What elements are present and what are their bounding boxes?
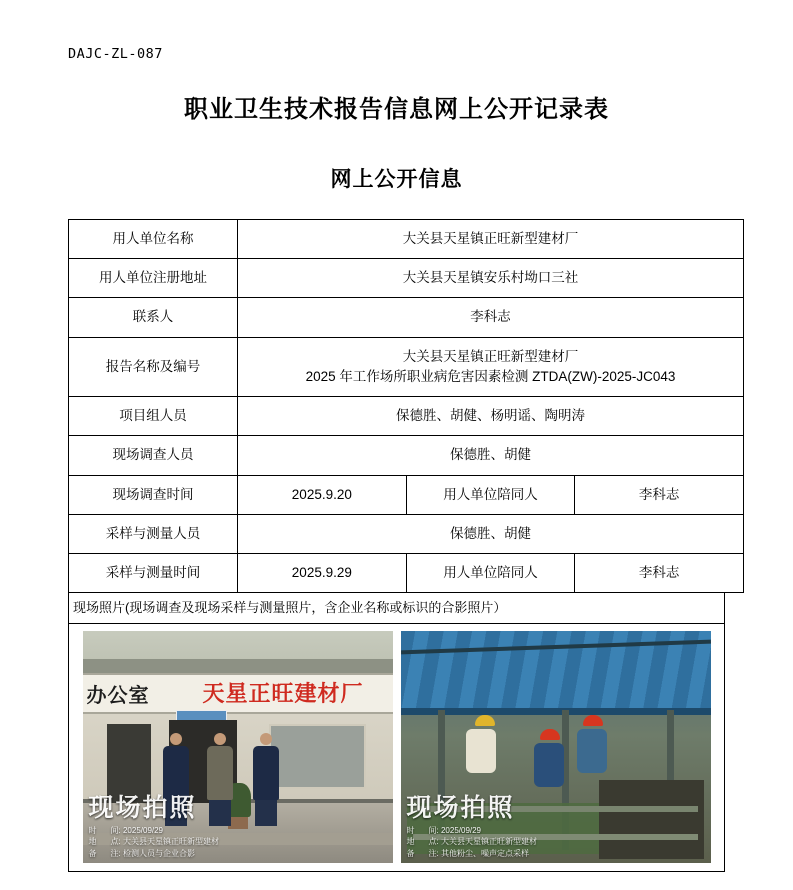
page-subtitle: 网上公开信息 bbox=[330, 167, 463, 191]
row-label: 采样与测量人员 bbox=[69, 514, 238, 553]
report-name-line2: 2025 年工作场所职业病危害因素检测 ZTDA(ZW)-2025-JC043 bbox=[305, 368, 676, 384]
watermark-key: 备 bbox=[406, 848, 415, 858]
watermark-value: 大关县天星镇正旺新型建材 bbox=[122, 837, 219, 847]
row-value: 保德胜、胡健 bbox=[238, 436, 744, 475]
watermark-sep: 注: bbox=[110, 848, 121, 858]
photo2-helmet-red-1 bbox=[540, 729, 560, 740]
photo-section-header: 现场照片(现场调查及现场采样与测量照片，含企业名称或标识的合影照片） bbox=[68, 593, 725, 624]
row-label: 用人单位名称 bbox=[69, 219, 238, 258]
watermark-lines bbox=[407, 825, 711, 860]
watermark-line bbox=[407, 836, 711, 848]
row-value: 2025.9.20 bbox=[238, 475, 407, 514]
person-body bbox=[163, 746, 189, 800]
row-value: 李科志 bbox=[238, 298, 744, 337]
watermark-key: 时 bbox=[406, 825, 415, 835]
table-row bbox=[69, 436, 744, 475]
person-head bbox=[214, 733, 226, 745]
watermark-value: 大关县天星镇正旺新型建材 bbox=[440, 837, 537, 847]
watermark-title: 现场拍照 bbox=[88, 794, 197, 823]
table-row bbox=[69, 298, 744, 337]
report-name-line1: 大关县天星镇正旺新型建材厂 bbox=[402, 348, 579, 364]
watermark-line bbox=[407, 825, 711, 837]
watermark-title: 现场拍照 bbox=[406, 794, 515, 823]
person-head bbox=[260, 733, 272, 745]
watermark-sep: 间: bbox=[428, 825, 439, 835]
page-title: 职业卫生技术报告信息网上公开记录表 bbox=[184, 96, 609, 123]
row-label: 现场调查时间 bbox=[69, 475, 238, 514]
row-label: 联系人 bbox=[69, 298, 238, 337]
row-label: 采样与测量时间 bbox=[69, 554, 238, 593]
photo2-helmet-yellow bbox=[475, 715, 495, 726]
site-photo-office bbox=[83, 631, 393, 863]
photo-row bbox=[68, 624, 725, 872]
table-row bbox=[69, 475, 744, 514]
watermark-key: 地 bbox=[406, 837, 415, 847]
watermark-line bbox=[89, 825, 393, 837]
watermark-line bbox=[89, 848, 393, 860]
photo1-sign-left-text: 办公室 bbox=[86, 685, 150, 708]
photo2-worker-right bbox=[577, 729, 607, 773]
photo2-watermark bbox=[401, 795, 711, 863]
row-value: 大关县天星镇安乐村坳口三社 bbox=[238, 259, 744, 298]
person-head bbox=[170, 733, 182, 745]
person-body bbox=[207, 746, 233, 800]
table-row bbox=[69, 337, 744, 397]
watermark-key: 备 bbox=[88, 848, 97, 858]
photo1-roof-band bbox=[83, 659, 393, 673]
row-right-value: 李科志 bbox=[575, 554, 744, 593]
watermark-sep: 间: bbox=[110, 825, 121, 835]
watermark-line bbox=[407, 848, 711, 860]
document-code: DAJC-ZL-087 bbox=[68, 46, 163, 62]
watermark-value: 2025/09/29 bbox=[122, 825, 164, 835]
site-photo-sampling bbox=[401, 631, 711, 863]
table-row bbox=[69, 397, 744, 436]
info-table bbox=[68, 219, 744, 594]
watermark-sep: 点: bbox=[428, 837, 439, 847]
row-right-value: 李科志 bbox=[575, 475, 744, 514]
row-label: 用人单位注册地址 bbox=[69, 259, 238, 298]
row-value: 大关县天星镇正旺新型建材厂 bbox=[238, 219, 744, 258]
row-label: 现场调查人员 bbox=[69, 436, 238, 475]
row-value: 保德胜、胡健 bbox=[238, 514, 744, 553]
table-row bbox=[69, 219, 744, 258]
watermark-sep: 点: bbox=[110, 837, 121, 847]
table-row bbox=[69, 514, 744, 553]
row-value: 保德胜、胡健、杨明谣、陶明涛 bbox=[238, 397, 744, 436]
watermark-sep: 注: bbox=[428, 848, 439, 858]
row-mid-label: 用人单位陪同人 bbox=[406, 554, 575, 593]
person-body bbox=[253, 746, 279, 800]
table-row bbox=[69, 554, 744, 593]
row-value bbox=[238, 337, 744, 397]
watermark-value: 检测人员与企业合影 bbox=[122, 848, 195, 858]
row-label: 项目组人员 bbox=[69, 397, 238, 436]
photo1-watermark bbox=[83, 795, 393, 863]
watermark-key: 时 bbox=[88, 825, 97, 835]
row-value: 2025.9.29 bbox=[238, 554, 407, 593]
row-label: 报告名称及编号 bbox=[69, 337, 238, 397]
watermark-lines bbox=[89, 825, 393, 860]
table-row bbox=[69, 259, 744, 298]
photo2-worker-left bbox=[466, 729, 496, 773]
watermark-key: 地 bbox=[88, 837, 97, 847]
photo2-roof-edge bbox=[401, 708, 711, 715]
photo2-worker-center bbox=[534, 743, 564, 787]
watermark-value: 其他粉尘、噪声定点采样 bbox=[440, 848, 529, 858]
watermark-value: 2025/09/29 bbox=[440, 825, 482, 835]
row-mid-label: 用人单位陪同人 bbox=[406, 475, 575, 514]
photo1-sign-right-text: 天星正旺建材厂 bbox=[202, 680, 364, 706]
watermark-line bbox=[89, 836, 393, 848]
photo1-window bbox=[269, 724, 366, 788]
